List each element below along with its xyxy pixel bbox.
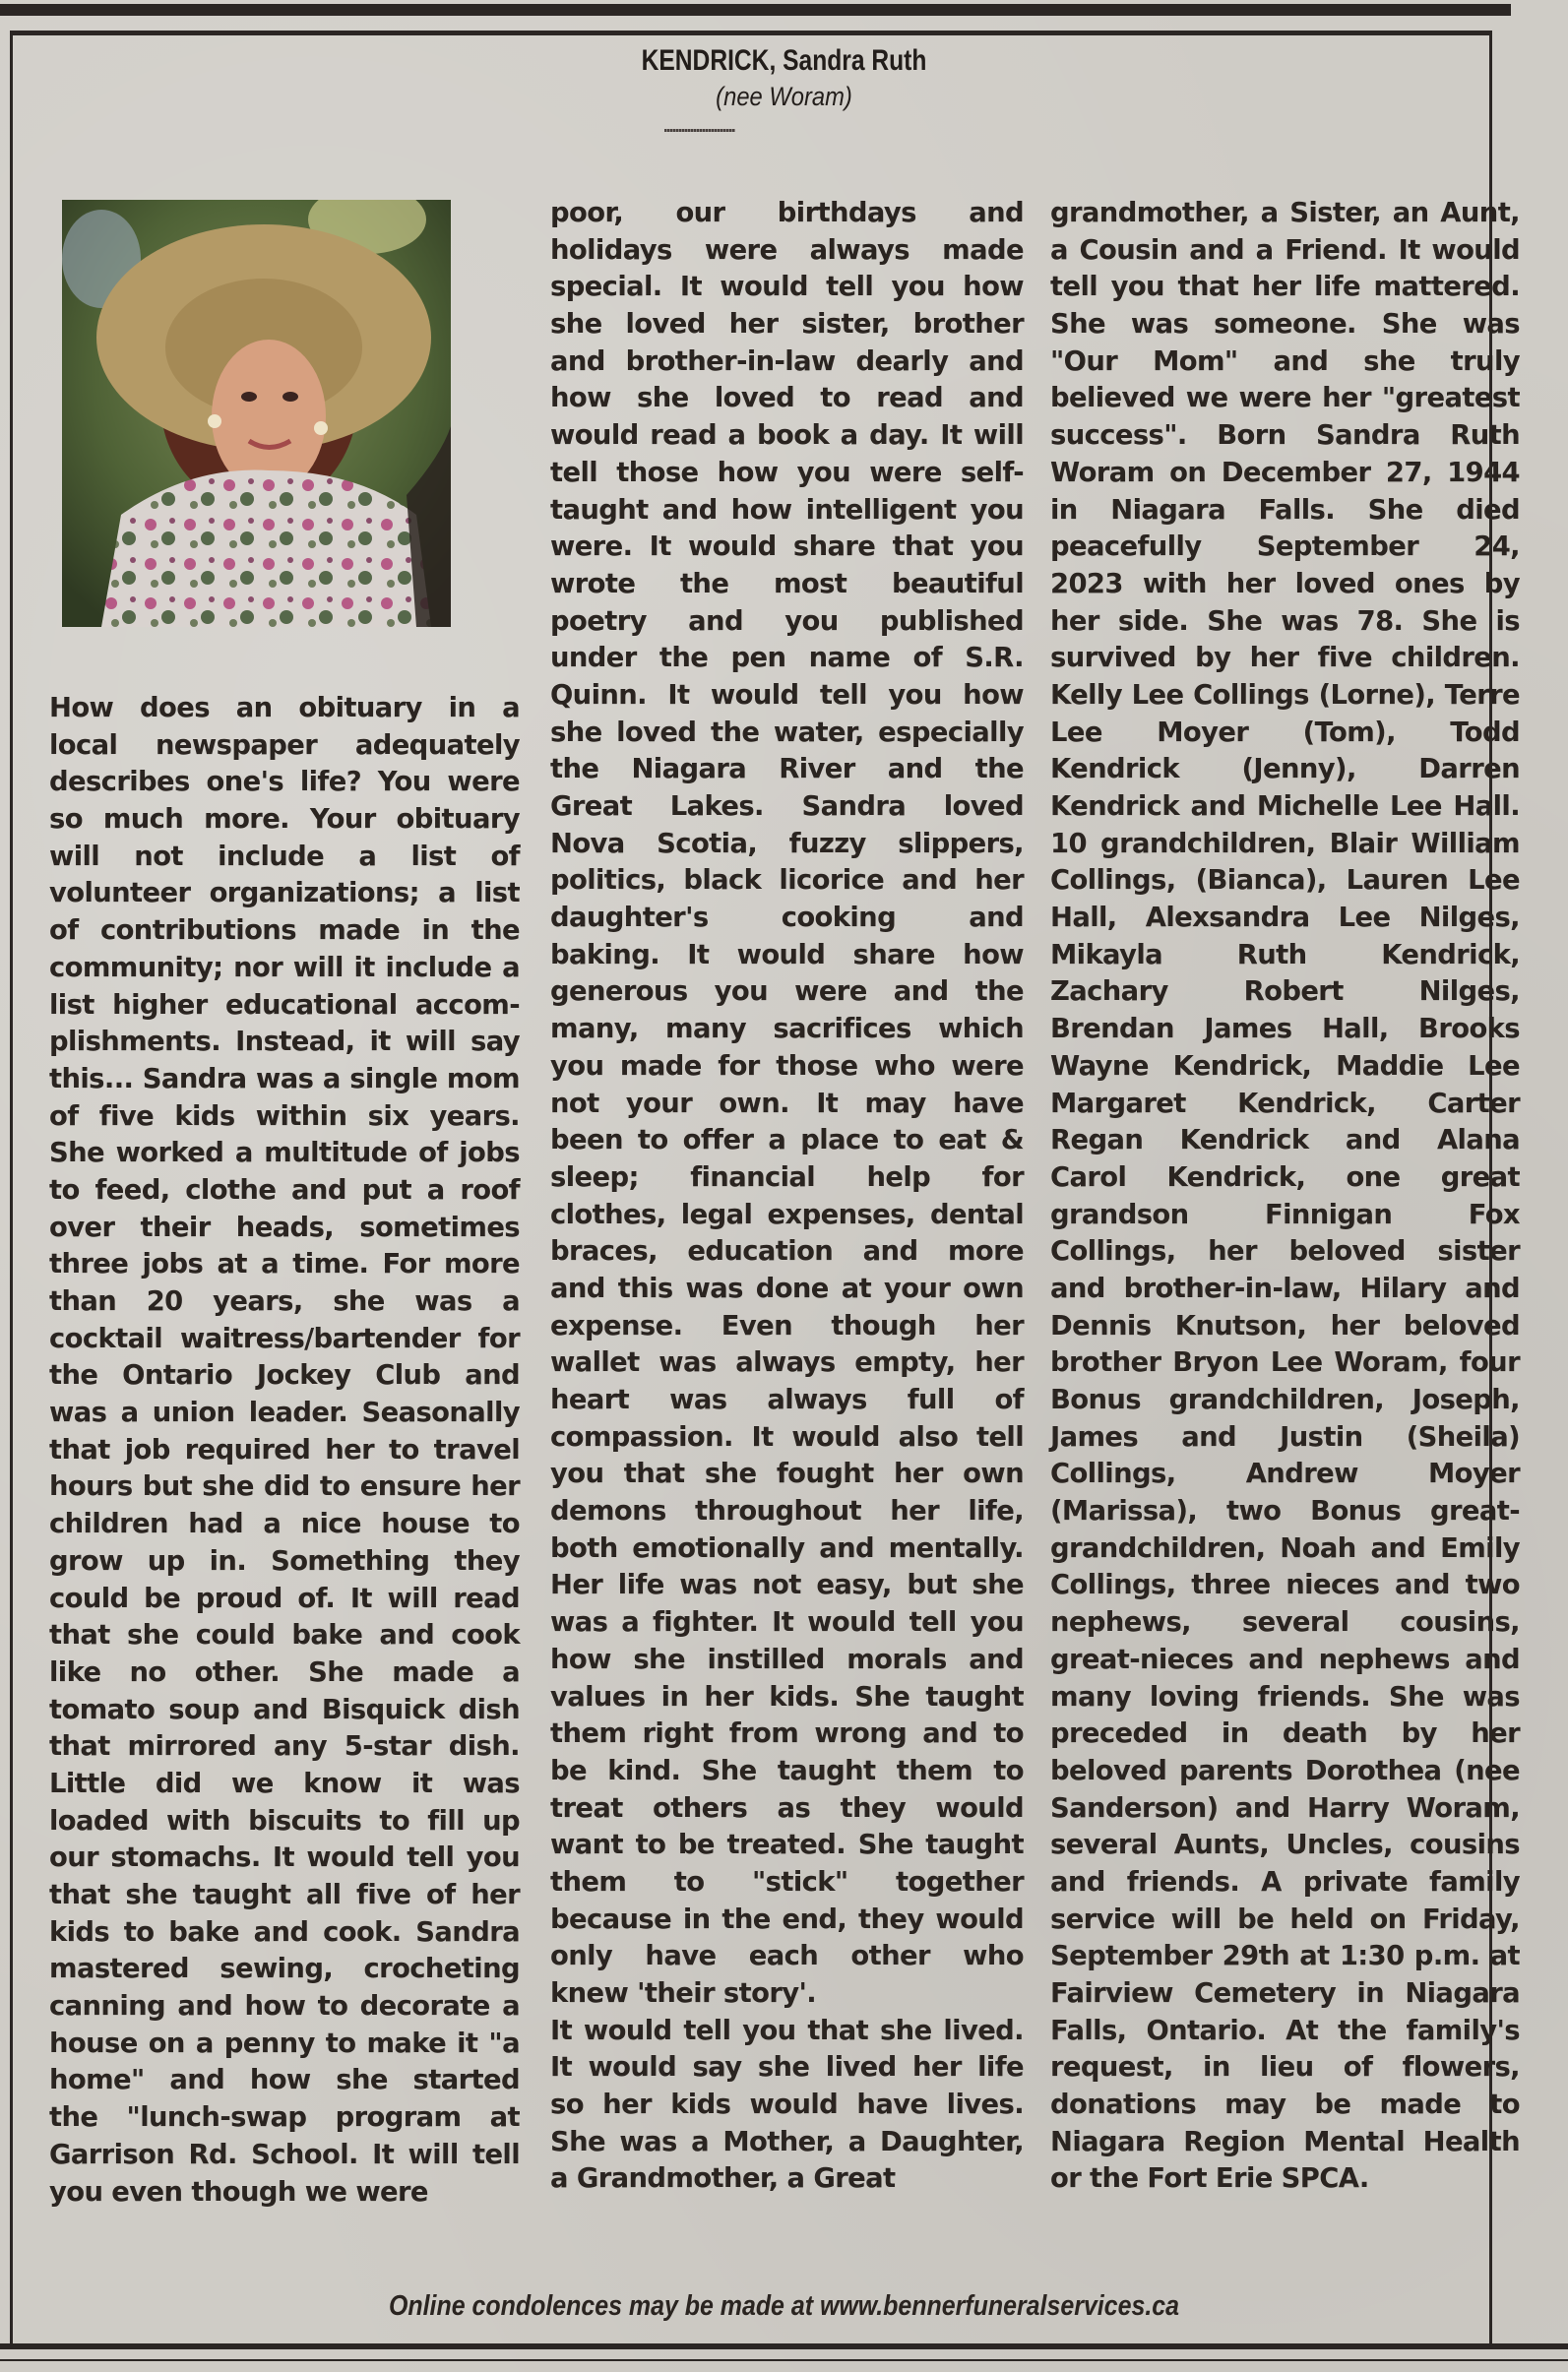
text-line: over their heads, sometimes xyxy=(49,1212,520,1243)
obituary-column-2 xyxy=(550,195,1024,2198)
text-line: Collings, (Bianca), Lauren Lee xyxy=(1050,865,1520,897)
obituary-column-1 xyxy=(49,690,520,2211)
text-line: canning and how to decorate a xyxy=(49,1991,520,2023)
text-line: so much more. Your obituary xyxy=(49,804,520,836)
text-line: how she loved to read and xyxy=(550,383,1024,414)
text-line: Bonus grandchildren, Joseph, xyxy=(1050,1385,1520,1415)
text-line: would read a book a day. It will xyxy=(550,420,1024,452)
text-line: children had a nice house to xyxy=(49,1509,520,1540)
text-line: wallet was always empty, her xyxy=(550,1347,1024,1379)
text-line: poor, our birthdays and xyxy=(550,198,1024,228)
text-line: donations may be made to xyxy=(1050,2090,1520,2121)
text-line: were. It would share that you xyxy=(550,531,1024,563)
text-line: great-nieces and nephews and xyxy=(1050,1644,1520,1675)
text-line: generous you were and the xyxy=(550,976,1024,1008)
text-line: demons throughout her life, xyxy=(550,1496,1024,1528)
text-line: Dennis Knutson, her beloved xyxy=(1050,1310,1520,1342)
text-line: community; nor will it include a xyxy=(49,952,520,983)
text-line: compassion. It would also tell xyxy=(550,1421,1024,1453)
text-line: Nova Scotia, fuzzy slippers, xyxy=(550,828,1024,859)
text-line: Little did we know it was xyxy=(49,1768,520,1799)
text-line: you even though we were xyxy=(49,2176,428,2208)
text-line: Margaret Kendrick, Carter xyxy=(1050,1088,1520,1119)
text-line: kids to bake and cook. Sandra xyxy=(49,1916,520,1948)
text-line: to feed, clothe and put a roof xyxy=(49,1174,520,1206)
obituary-name: KENDRICK, Sandra Ruth xyxy=(641,44,927,77)
text-line: that she could bake and cook xyxy=(49,1620,520,1652)
text-line: clothes, legal expenses, dental xyxy=(550,1199,1024,1230)
text-line: values in her kids. She taught xyxy=(550,1681,1024,1713)
text-line: them right from wrong and to xyxy=(550,1718,1024,1750)
text-line: be kind. She taught them to xyxy=(550,1755,1024,1786)
text-line: Fairview Cemetery in Niagara xyxy=(1050,1978,1520,2009)
text-line: and brother-in-law dearly and xyxy=(550,345,1024,377)
text-line: baking. It would share how xyxy=(550,939,1024,970)
text-line: cocktail waitress/bartender for xyxy=(49,1323,520,1354)
portrait-photo xyxy=(62,200,451,627)
text-line: how she instilled morals and xyxy=(550,1644,1024,1675)
text-line: grandson Finnigan Fox xyxy=(1050,1199,1520,1230)
text-line: house on a penny to make it "a xyxy=(49,2028,520,2059)
text-line: under the pen name of S.R. xyxy=(550,643,1024,674)
text-line: Niagara Region Mental Health xyxy=(1050,2126,1520,2157)
text-line: nephews, several cousins, xyxy=(1050,1607,1520,1639)
text-line: three jobs at a time. For more xyxy=(49,1249,520,1280)
text-line: survived by her five children. xyxy=(1050,643,1520,674)
obituary-column-3 xyxy=(1050,195,1520,2198)
text-line: grow up in. Something they xyxy=(49,1545,520,1577)
text-line: plishments. Instead, it will say xyxy=(49,1027,520,1058)
text-line: treat others as they would xyxy=(550,1792,1024,1824)
text-line: Kendrick and Michelle Lee Hall. xyxy=(1050,791,1520,822)
text-line: she loved her sister, brother xyxy=(550,309,1024,341)
text-line: It would tell you that she lived. xyxy=(550,2015,1024,2046)
maiden-name: (nee Woram) xyxy=(716,82,852,111)
text-line: Collings, three nieces and two xyxy=(1050,1570,1520,1601)
text-line: daughter's cooking and xyxy=(550,903,1024,934)
text-line: that mirrored any 5-star dish. xyxy=(49,1731,520,1763)
text-line: September 29th at 1:30 p.m. at xyxy=(1050,1941,1520,1972)
text-line: the Niagara River and the xyxy=(550,754,1024,785)
text-line: beloved parents Dorothea (nee xyxy=(1050,1755,1520,1786)
text-line: many loving friends. She was xyxy=(1050,1681,1520,1713)
text-line: preceded in death by her xyxy=(1050,1718,1520,1750)
text-line: so her kids would have lives. xyxy=(550,2090,1024,2121)
text-line: "Our Mom" and she truly xyxy=(1050,345,1520,377)
text-line: holidays were always made xyxy=(550,234,1024,266)
text-line: She was a Mother, a Daughter, xyxy=(550,2126,1024,2157)
text-line: expense. Even though her xyxy=(550,1310,1024,1342)
text-line: was a fighter. It would tell you xyxy=(550,1607,1024,1639)
text-line: Sanderson) and Harry Woram, xyxy=(1050,1792,1520,1824)
text-line: tell those how you were self- xyxy=(550,457,1024,488)
text-line: heart was always full of xyxy=(550,1385,1024,1415)
text-line: Brendan James Hall, Brooks xyxy=(1050,1014,1520,1045)
text-line: than 20 years, she was a xyxy=(49,1286,520,1317)
text-line: been to offer a place to eat & xyxy=(550,1125,1024,1156)
text-line: could be proud of. It will read xyxy=(49,1583,520,1614)
text-line: volunteer organizations; a list xyxy=(49,878,520,909)
text-line: Kelly Lee Collings (Lorne), Terre xyxy=(1050,679,1520,711)
text-line: Zachary Robert Nilges, xyxy=(1050,976,1520,1008)
text-line: want to be treated. She taught xyxy=(550,1830,1024,1861)
text-line: Falls, Ontario. At the family's xyxy=(1050,2015,1520,2046)
text-line: Mikayla Ruth Kendrick, xyxy=(1050,939,1520,970)
online-condolences-note: Online condolences may be made at www.bennerfuneralservices.ca xyxy=(388,2290,1179,2322)
text-line: this... Sandra was a single mom xyxy=(49,1063,520,1094)
text-line: grandmother, a Sister, an Aunt, xyxy=(1050,198,1520,228)
bottom-rule xyxy=(0,2343,1568,2349)
text-line: like no other. She made a xyxy=(49,1656,520,1688)
text-line: believed we were her "greatest xyxy=(1050,383,1520,414)
text-line: she loved the water, especially xyxy=(550,717,1024,748)
text-line: you made for those who were xyxy=(550,1050,1024,1082)
text-line: knew 'their story'. xyxy=(550,1978,817,2009)
text-line: Hall, Alexsandra Lee Nilges, xyxy=(1050,903,1520,934)
text-line: Collings, Andrew Moyer xyxy=(1050,1459,1520,1490)
text-line: tomato soup and Bisquick dish xyxy=(49,1694,520,1725)
text-line: request, in lieu of flowers, xyxy=(1050,2052,1520,2084)
text-line: them to "stick" together xyxy=(550,1866,1024,1898)
text-line: you that she fought her own xyxy=(550,1459,1024,1490)
text-line: She was someone. She was xyxy=(1050,309,1520,341)
text-line: our stomachs. It would tell you xyxy=(49,1842,520,1874)
text-line: many, many sacrifices which xyxy=(550,1014,1024,1045)
text-line: and this was done at your own xyxy=(550,1273,1024,1304)
text-line: It would say she lived her life xyxy=(550,2052,1024,2084)
text-line: Regan Kendrick and Alana xyxy=(1050,1125,1520,1156)
text-line: special. It would tell you how xyxy=(550,272,1024,303)
text-line: (Marissa), two Bonus great- xyxy=(1050,1496,1520,1528)
text-line: in Niagara Falls. She died xyxy=(1050,494,1520,526)
text-line: Kendrick (Jenny), Darren xyxy=(1050,754,1520,785)
text-line: Carol Kendrick, one great xyxy=(1050,1161,1520,1193)
text-line: mastered sewing, crocheting xyxy=(49,1954,520,1985)
text-line: brother Bryon Lee Woram, four xyxy=(1050,1347,1520,1379)
text-line: describes one's life? You were xyxy=(49,767,520,798)
text-line: her side. She was 78. She is xyxy=(1050,605,1520,637)
text-line: a Cousin and a Friend. It would xyxy=(1050,234,1520,266)
portrait-illustration xyxy=(62,200,451,627)
text-line: list higher educational accom- xyxy=(49,989,520,1021)
text-line: 2023 with her loved ones by xyxy=(1050,568,1520,599)
text-line: wrote the most beautiful xyxy=(550,568,1024,599)
text-line: How does an obituary in a xyxy=(49,693,520,723)
text-line: the "lunch-swap program at xyxy=(49,2102,520,2134)
text-line: tell you that her life mattered. xyxy=(1050,272,1520,303)
text-line: of five kids within six years. xyxy=(49,1100,520,1132)
text-line: She worked a multitude of jobs xyxy=(49,1138,520,1169)
text-line: Garrison Rd. School. It will tell xyxy=(49,2139,520,2170)
text-line: a Grandmother, a Great xyxy=(550,2163,896,2195)
text-line: hours but she did to ensure her xyxy=(49,1471,520,1503)
text-line: 10 grandchildren, Blair William xyxy=(1050,828,1520,859)
text-line: Wayne Kendrick, Maddie Lee xyxy=(1050,1050,1520,1082)
text-line: that job required her to travel xyxy=(49,1434,520,1466)
text-line: was a union leader. Seasonally xyxy=(49,1398,520,1429)
text-line: and brother-in-law, Hilary and xyxy=(1050,1273,1520,1304)
text-line: sleep; financial help for xyxy=(550,1161,1024,1193)
text-line: not your own. It may have xyxy=(550,1088,1024,1119)
text-line: poetry and you published xyxy=(550,605,1024,637)
text-line: Woram on December 27, 1944 xyxy=(1050,457,1520,488)
text-line: because in the end, they would xyxy=(550,1904,1024,1935)
text-line: success". Born Sandra Ruth xyxy=(1050,420,1520,452)
text-line: Great Lakes. Sandra loved xyxy=(550,791,1024,822)
text-line: Collings, her beloved sister xyxy=(1050,1236,1520,1268)
text-line: only have each other who xyxy=(550,1941,1024,1972)
text-line: braces, education and more xyxy=(550,1236,1024,1268)
text-line: service will be held on Friday, xyxy=(1050,1904,1520,1935)
text-line: the Ontario Jockey Club and xyxy=(49,1360,520,1392)
top-rule xyxy=(0,4,1511,16)
text-line: peacefully September 24, xyxy=(1050,531,1520,563)
text-line: politics, black licorice and her xyxy=(550,865,1024,897)
text-line: or the Fort Erie SPCA. xyxy=(1050,2163,1369,2195)
title-divider xyxy=(664,129,735,132)
text-line: of contributions made in the xyxy=(49,915,520,947)
text-line: local newspaper adequately xyxy=(49,729,520,761)
bottom-rule-thin xyxy=(0,2359,1568,2361)
text-line: both emotionally and mentally. xyxy=(550,1532,1024,1564)
text-line: Quinn. It would tell you how xyxy=(550,679,1024,711)
text-line: grandchildren, Noah and Emily xyxy=(1050,1532,1520,1564)
text-line: several Aunts, Uncles, cousins xyxy=(1050,1830,1520,1861)
text-line: Her life was not easy, but she xyxy=(550,1570,1024,1601)
text-line: that she taught all five of her xyxy=(49,1880,520,1910)
text-line: James and Justin (Sheila) xyxy=(1050,1421,1520,1453)
text-line: home" and how she started xyxy=(49,2065,520,2096)
text-line: loaded with biscuits to fill up xyxy=(49,1805,520,1837)
text-line: taught and how intelligent you xyxy=(550,494,1024,526)
text-line: Lee Moyer (Tom), Todd xyxy=(1050,717,1520,748)
text-line: will not include a list of xyxy=(49,841,520,872)
text-line: and friends. A private family xyxy=(1050,1866,1520,1898)
